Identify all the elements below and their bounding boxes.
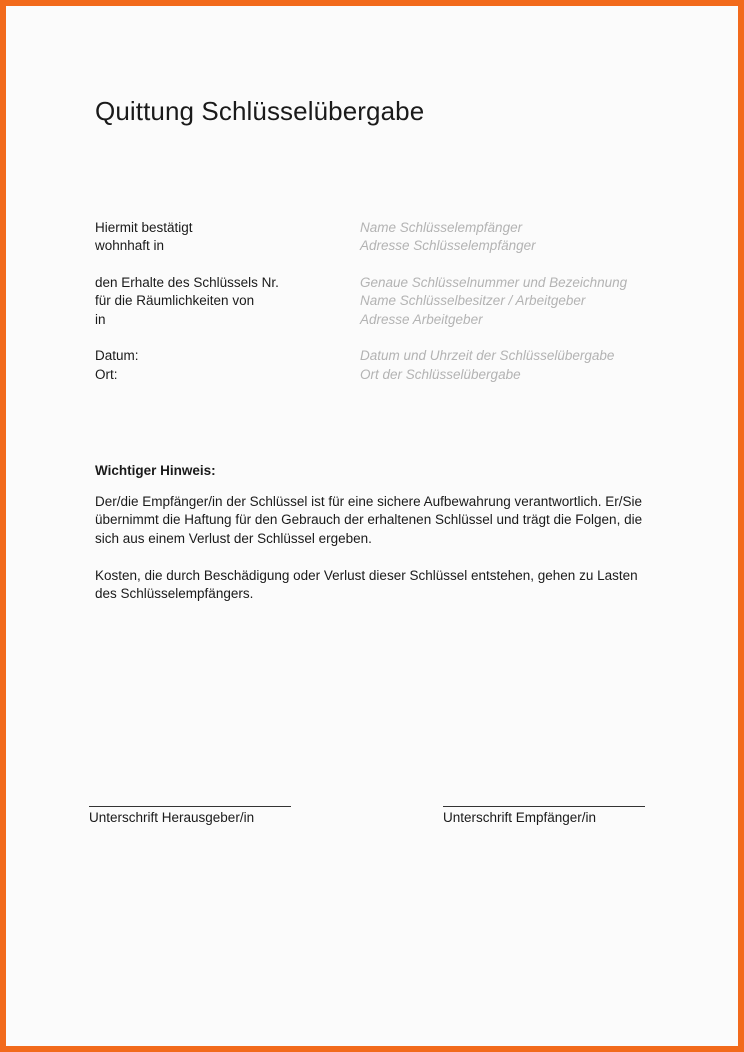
field-label: wohnhaft in bbox=[95, 238, 165, 253]
field-placeholder: Name Schlüsselempfänger bbox=[360, 220, 523, 235]
field-placeholder: Adresse Arbeitgeber bbox=[360, 312, 483, 327]
notice-line: Kosten, die durch Beschädigung oder Verlust dieser Schlüssel entstehen, gehen zu Lasten bbox=[95, 568, 638, 583]
notice-heading: Wichtiger Hinweis: bbox=[95, 463, 216, 478]
signature-block-recipient bbox=[443, 792, 653, 827]
notice-paragraph-1 bbox=[95, 493, 675, 548]
document-title: Quittung Schlüsselübergabe bbox=[95, 96, 425, 126]
field-row-place bbox=[95, 366, 655, 384]
field-label: den Erhalte des Schlüssels Nr. bbox=[95, 275, 279, 290]
field-label: Hiermit bestätigt bbox=[95, 220, 193, 235]
field-placeholder: Adresse Schlüsselempfänger bbox=[360, 238, 536, 253]
field-placeholder: Genaue Schlüsselnummer und Bezeichnung bbox=[360, 275, 628, 290]
notice-line: sich aus einem Verlust der Schlüssel ergeben. bbox=[95, 530, 372, 546]
field-row-key-owner bbox=[95, 292, 655, 310]
signature-caption: Unterschrift Herausgeber/in bbox=[89, 810, 255, 825]
notice-line: des Schlüsselempfängers. bbox=[95, 586, 254, 602]
notice-paragraph-2 bbox=[95, 567, 675, 604]
notice-line: übernimmt die Haftung für den Gebrauch der erhaltenen Schlüssel und trägt die Folgen, die bbox=[95, 512, 643, 528]
field-label: in bbox=[95, 312, 106, 327]
field-placeholder: Datum und Uhrzeit der Schlüsselübergabe bbox=[360, 348, 615, 363]
document-page bbox=[6, 6, 738, 1046]
field-placeholder: Name Schlüsselbesitzer / Arbeitgeber bbox=[360, 293, 586, 308]
signature-block-issuer bbox=[89, 792, 299, 827]
field-label: für die Räumlichkeiten von bbox=[95, 293, 255, 308]
notice-line: Der/die Empfänger/in der Schlüssel ist für eine sichere Aufbewahrung verantwortlich. Er/Sie bbox=[95, 494, 643, 509]
field-row-date bbox=[95, 347, 655, 365]
field-row-key-number bbox=[95, 274, 655, 292]
field-row-recipient-address bbox=[95, 237, 655, 255]
field-row-employer-address bbox=[95, 311, 655, 329]
field-row-recipient-name bbox=[95, 219, 655, 237]
field-label: Datum: bbox=[95, 348, 139, 363]
signature-line bbox=[443, 806, 645, 807]
signature-caption: Unterschrift Empfänger/in bbox=[443, 810, 597, 825]
signature-line bbox=[89, 806, 291, 807]
field-label: Ort: bbox=[95, 367, 118, 382]
field-placeholder: Ort der Schlüsselübergabe bbox=[360, 367, 521, 382]
